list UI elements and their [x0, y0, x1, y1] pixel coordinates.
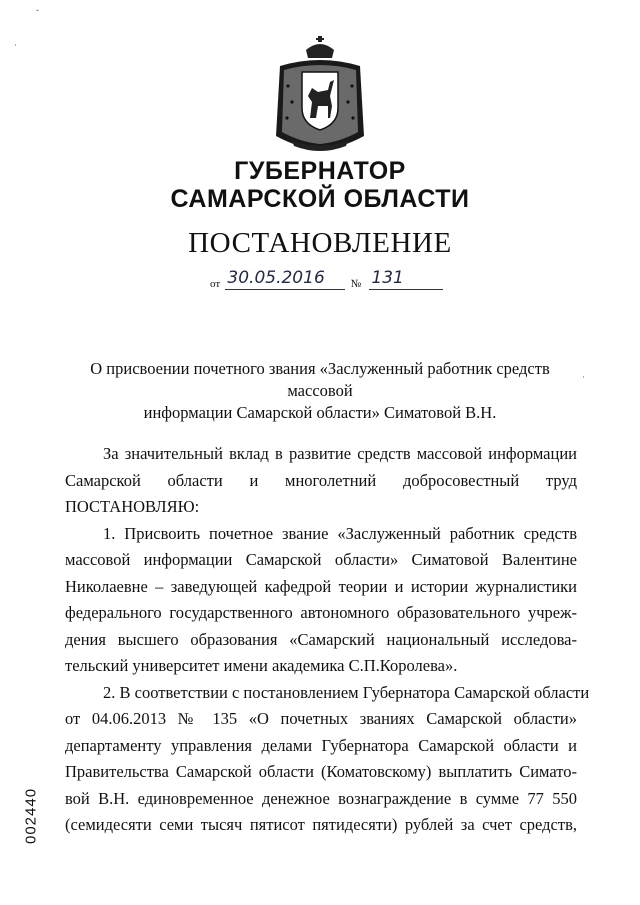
text-line: департаменту управления делами Губернатора Самарской области и	[65, 735, 577, 755]
number-label: №	[350, 278, 362, 290]
text-line: от 04.06.2013 № 135 «О почетных званиях Самарской области»	[65, 709, 577, 728]
decree-body	[65, 441, 590, 839]
handwritten-date: 30.05.2016	[225, 268, 345, 290]
text-line: Самарской области и многолетний добросовестный труд	[65, 470, 577, 490]
document-type-title: ПОСТАНОВЛЕНИЕ	[188, 227, 452, 259]
handwritten-number: 131	[369, 268, 443, 290]
paragraph-preamble	[65, 441, 577, 521]
samara-coat-of-arms-icon	[272, 36, 368, 154]
text-line: тельский университет имени академика С.П.Королева».	[65, 656, 458, 675]
side-registration-number: 002440	[22, 787, 40, 845]
scan-speck: ˇ	[36, 8, 39, 18]
decree-subject	[60, 358, 580, 424]
text-line: (семидесяти семи тысяч пятисот пятидесяти) рублей за счет средств,	[65, 815, 577, 834]
text-line: дения высшего образования «Самарский национальный исследова-	[65, 629, 577, 649]
text-line: федерального государственного автономного образовательного учреж-	[65, 603, 577, 622]
text-line: 2. В соответствии с постановлением Губернатора Самарской области	[103, 682, 590, 702]
text-line: массовой информации Самарской области» Симатовой Валентине	[65, 550, 577, 569]
text-line: За значительный вклад в развитие средств массовой информации	[103, 444, 577, 463]
text-line: Николаевне – заведующей кафедрой теории и истории журналистики	[65, 576, 577, 596]
text-line: Правительства Самарской области (Коматовскому) выплатить Симато-	[65, 762, 577, 781]
text-line: 1. Присвоить почетное звание «Заслуженный работник средств	[103, 523, 577, 543]
date-number-line	[210, 268, 443, 296]
text-line: ПОСТАНОВЛЯЮ:	[65, 497, 200, 516]
text-line: вой В.Н. единовременное денежное вознаграждение в сумме 77 550	[65, 788, 577, 808]
paragraph-item-2	[65, 680, 590, 839]
scan-speck: ·	[582, 372, 585, 382]
date-from-label: от	[210, 278, 221, 290]
scan-speck: ·	[14, 40, 17, 50]
region-title: САМАРСКОЙ ОБЛАСТИ	[170, 185, 470, 213]
subject-line: О присвоении почетного звания «Заслуженный работник средств массовой	[90, 359, 550, 400]
subject-line: информации Самарской области» Симатовой В.Н.	[143, 403, 497, 422]
paragraph-item-1	[65, 521, 577, 680]
governor-title: ГУБЕРНАТОР	[234, 157, 406, 185]
